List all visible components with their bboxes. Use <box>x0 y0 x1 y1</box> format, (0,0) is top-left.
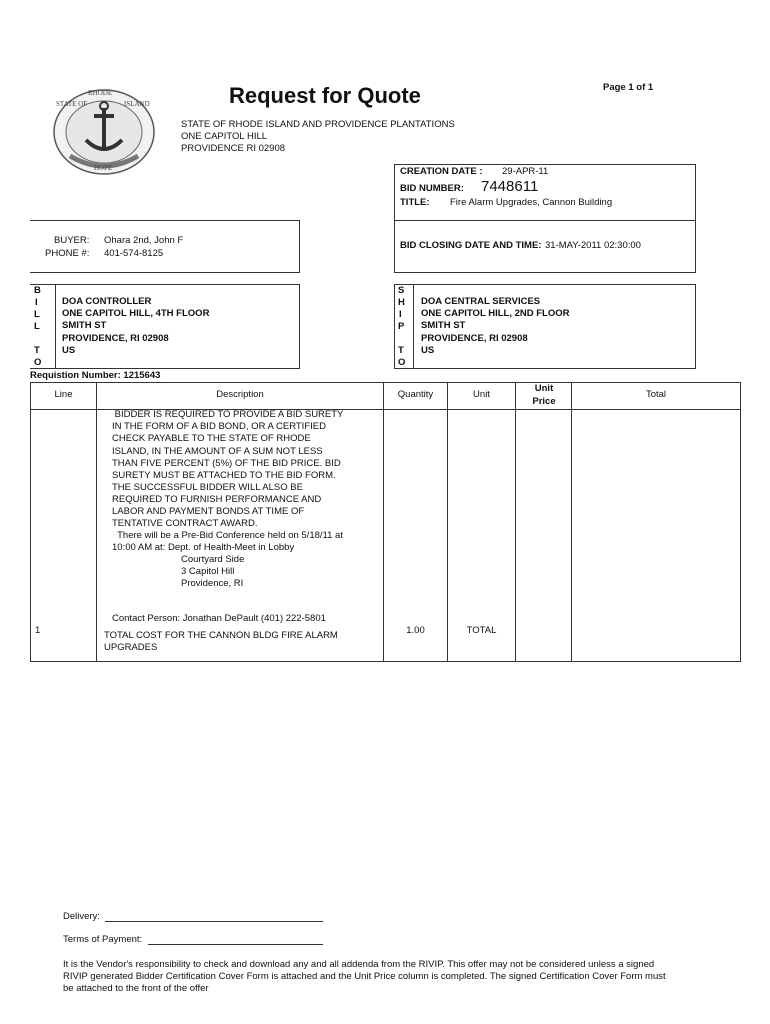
note-line: THAN FIVE PERCENT (5%) OF THE BID PRICE. BID <box>112 458 341 469</box>
table-col-divider <box>383 382 384 662</box>
note-line: SURETY MUST BE ATTACHED TO THE BID FORM. <box>112 470 336 481</box>
bid-number-label: BID NUMBER: <box>400 183 464 194</box>
table-bottom-border <box>30 661 740 662</box>
bill-to-divider <box>55 284 56 369</box>
delivery-label: Delivery: <box>63 911 100 922</box>
seal-top-text: RHODE <box>88 89 113 97</box>
payment-terms-field[interactable] <box>148 943 323 945</box>
note-line: REQUIRED TO FURNISH PERFORMANCE AND <box>112 494 322 505</box>
note-line: CHECK PAYABLE TO THE STATE OF RHODE <box>112 433 311 444</box>
note-line: TENTATIVE CONTRACT AWARD. <box>112 518 258 529</box>
ship-to-line: ONE CAPITOL HILL, 2ND FLOOR <box>421 308 570 319</box>
row-description: TOTAL COST FOR THE CANNON BLDG FIRE ALARM <box>104 630 338 641</box>
vendor-note-line: It is the Vendor's responsibility to check and download any and all addenda from the RIVIP. This offer may not be considered unless a signed <box>63 959 655 970</box>
bill-to-letter: L <box>34 309 40 320</box>
note-line: IN THE FORM OF A BID BOND, OR A CERTIFIED <box>112 421 326 432</box>
org-line-3: PROVIDENCE RI 02908 <box>181 143 286 154</box>
closing-value: 31-MAY-2011 02:30:00 <box>545 240 641 251</box>
contact-person: Contact Person: Jonathan DePault (401) 222-5801 <box>112 613 326 624</box>
title-label: TITLE: <box>400 197 430 208</box>
phone-value: 401-574-8125 <box>104 248 164 259</box>
payment-terms-label: Terms of Payment: <box>63 934 143 945</box>
row-description: UPGRADES <box>104 642 158 653</box>
ship-to-letter: H <box>398 297 405 308</box>
ship-to-letter: I <box>399 309 402 320</box>
seal-right-text: ISLAND <box>124 100 150 108</box>
bill-to-line: US <box>62 345 76 356</box>
org-line-1: STATE OF RHODE ISLAND AND PROVIDENCE PLANTATIONS <box>181 119 455 130</box>
column-header-total: Total <box>645 389 667 400</box>
note-line: BIDDER IS REQUIRED TO PROVIDE A BID SURETY <box>112 409 344 420</box>
row-total-field[interactable] <box>572 620 740 638</box>
delivery-field[interactable] <box>105 920 323 922</box>
seal-left-text: STATE OF <box>56 100 88 108</box>
org-line-2: ONE CAPITOL HILL <box>181 131 268 142</box>
column-header-unit: Unit <box>473 389 490 400</box>
ship-to-line: US <box>421 345 435 356</box>
table-left-border <box>30 382 31 662</box>
ship-to-letter: P <box>398 321 405 332</box>
buyer-label: BUYER: <box>54 235 90 246</box>
row-unit: TOTAL <box>466 625 497 636</box>
table-top-border <box>30 382 740 383</box>
column-header-line: Line <box>54 389 73 400</box>
page-number: Page 1 of 1 <box>603 82 654 93</box>
table-right-border <box>740 382 741 662</box>
requisition-number: Requistion Number: 1215643 <box>30 370 161 381</box>
column-header-quantity: Quantity <box>397 389 434 400</box>
note-line: Courtyard Side <box>181 554 245 565</box>
note-line: ISLAND, IN THE AMOUNT OF A SUM NOT LESS <box>112 446 323 457</box>
bill-to-line: DOA CONTROLLER <box>62 296 152 307</box>
bill-to-letter: L <box>34 321 40 332</box>
row-quantity: 1.00 <box>406 625 425 636</box>
bill-to-line: SMITH ST <box>62 320 107 331</box>
row-line-number: 1 <box>35 625 41 636</box>
row-unit-price-field[interactable] <box>516 620 571 638</box>
page-title: Request for Quote <box>229 83 421 108</box>
bill-to-letter: I <box>35 297 38 308</box>
note-line: Providence, RI <box>181 578 244 589</box>
ship-to-line: PROVIDENCE, RI 02908 <box>421 333 528 344</box>
ship-to-line: DOA CENTRAL SERVICES <box>421 296 541 307</box>
ship-to-letter: O <box>398 357 406 368</box>
buyer-value: Ohara 2nd, John F <box>104 235 184 246</box>
bill-to-line: PROVIDENCE, RI 02908 <box>62 333 169 344</box>
vendor-note-line: RIVIP generated Bidder Certification Cover Form is attached and the Unit Price column is completed. The signed Certification Cover Form must <box>63 971 666 982</box>
ship-to-letter: S <box>398 285 405 296</box>
column-header-unit-price: Unit Price <box>532 383 556 407</box>
phone-label: PHONE #: <box>45 248 90 259</box>
closing-label: BID CLOSING DATE AND TIME: <box>400 240 542 251</box>
column-header-description: Description <box>216 389 264 400</box>
ship-to-line: SMITH ST <box>421 320 466 331</box>
note-line: There will be a Pre-Bid Conference held on 5/18/11 at <box>112 530 343 541</box>
note-line: LABOR AND PAYMENT BONDS AT TIME OF <box>112 506 305 517</box>
state-seal <box>50 86 158 178</box>
note-line: 3 Capitol Hill <box>181 566 235 577</box>
table-col-divider <box>447 382 448 662</box>
seal-bottom-text: HOPE <box>94 164 113 172</box>
ship-to-letter: T <box>398 345 404 356</box>
bill-to-line: ONE CAPITOL HILL, 4TH FLOOR <box>62 308 210 319</box>
note-line: THE SUCCESSFUL BIDDER WILL ALSO BE <box>112 482 303 493</box>
table-col-divider <box>96 382 97 662</box>
bid-number-value: 7448611 <box>481 178 539 195</box>
title-value: Fire Alarm Upgrades, Cannon Building <box>450 197 613 208</box>
creation-date-label: CREATION DATE : <box>400 166 483 177</box>
bill-to-letter: O <box>34 357 42 368</box>
bill-to-letter: B <box>34 285 41 296</box>
creation-date-value: 29-APR-11 <box>502 166 549 177</box>
bill-to-letter: T <box>34 345 40 356</box>
ship-to-divider <box>413 284 414 369</box>
vendor-note-line: be attached to the front of the offer <box>63 983 209 994</box>
note-line: 10:00 AM at: Dept. of Health-Meet in Lobby <box>112 542 295 553</box>
